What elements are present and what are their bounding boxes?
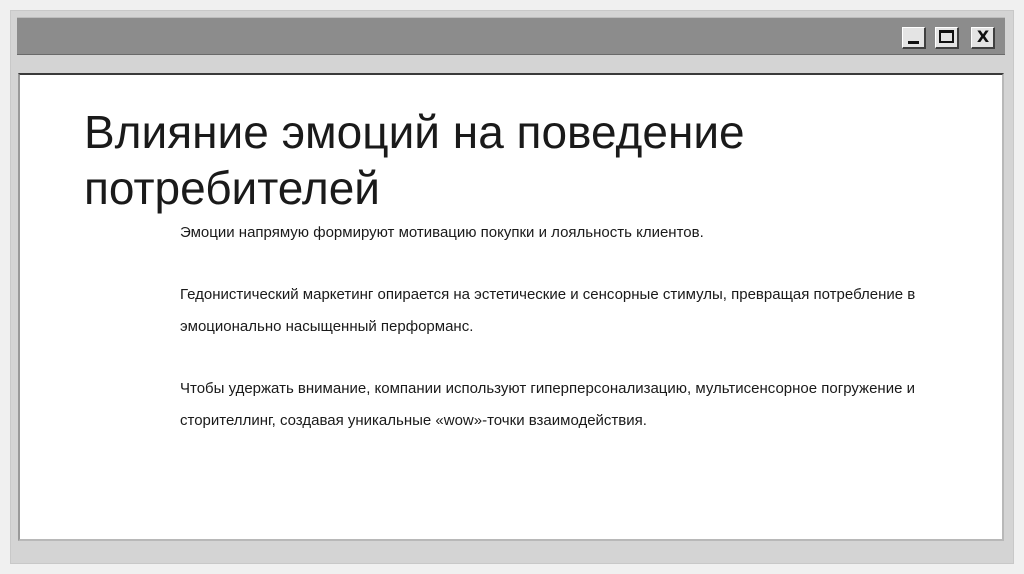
paragraph-hedonistic-marketing: Гедонистический маркетинг опирается на эстетические и сенсорные стимулы, превращая потребление в эмоционально насыщенный перформанс. xyxy=(180,286,916,335)
close-button[interactable] xyxy=(971,27,995,49)
paragraph-emotions: Эмоции напрямую формируют мотивацию покупки и лояльность клиентов. xyxy=(180,224,704,241)
paragraph-retention: Чтобы удержать внимание, компании используют гиперперсонализацию, мультисенсорное погружение и сторителлинг, создавая уникальные «wow»-точки взаимодействия. xyxy=(180,380,915,429)
maximize-icon xyxy=(939,30,954,43)
minimize-button[interactable] xyxy=(902,27,926,49)
slide-title: Влияние эмоций на поведение потребителей xyxy=(84,106,745,214)
minimize-icon xyxy=(908,41,919,44)
maximize-button[interactable] xyxy=(935,27,959,49)
slide-body xyxy=(180,217,940,437)
window-title-bar[interactable] xyxy=(17,17,1005,55)
close-icon: X xyxy=(976,27,990,46)
